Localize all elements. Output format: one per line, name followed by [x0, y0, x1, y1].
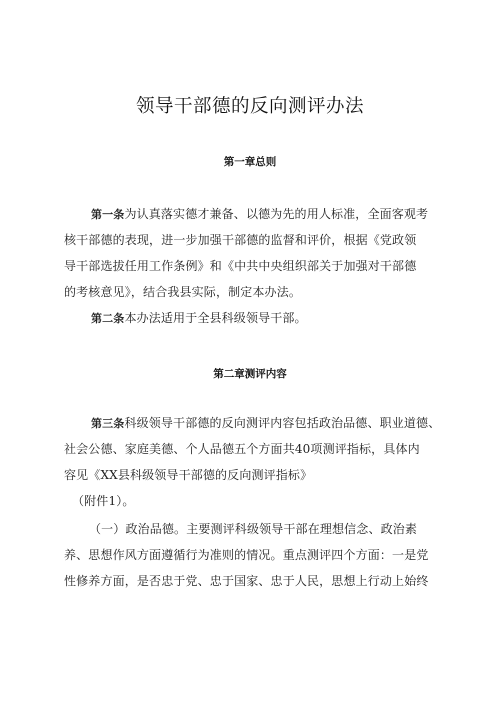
- paragraph-1-line-1: （一）政治品德。主要测评科级领导干部在理想信念、政治素: [89, 522, 418, 536]
- article-3-line-1: [91, 414, 440, 431]
- article-1-label: 第一条: [91, 208, 125, 221]
- article-1-line-3: 导干部选拔任用工作条例》和《中共中央组织部关于加强对干部德: [64, 259, 417, 273]
- chapter-heading-2: 第二章测评内容: [213, 368, 287, 380]
- paragraph-1-line-2: 养、思想作风方面遵循行为准则的情况。重点测评四个方面：一是党: [64, 548, 429, 562]
- document-title: 领导干部德的反向测评办法: [135, 96, 364, 117]
- article-3-line-3: 容见《XX县科级领导干部德的反向测评指标》: [64, 468, 313, 482]
- article-1-line-2: 核干部德的表现，进一步加强干部德的监督和评价，根据《党政领: [64, 233, 417, 247]
- article-3-line-4: （附件1）。: [72, 494, 135, 508]
- article-1-line-1: [91, 205, 428, 222]
- paragraph-1-line-3: 性修养方面，是否忠于党、忠于国家、忠于人民，思想上行动上始终: [64, 574, 429, 588]
- article-1-line-4: 的考核意见》，结合我县实际，制定本办法。: [64, 285, 302, 299]
- article-3-text-1: 科级领导干部德的反向测评内容包括政治品德、职业道德、: [124, 416, 441, 430]
- article-3-line-2: 社会公德、家庭美德、个人品德五个方面共40项测评指标，具体内: [64, 442, 420, 456]
- article-2-text: 本办法适用于全县科级领导干部。: [124, 311, 307, 325]
- article-3-label: 第三条: [91, 417, 125, 430]
- chapter-heading-1: 第一章总则: [223, 156, 277, 168]
- article-2-label: 第二条: [91, 312, 125, 325]
- article-2-line: [91, 309, 307, 326]
- article-1-text-1: 为认真落实德才兼备、以德为先的用人标准，全面客观考: [124, 207, 429, 221]
